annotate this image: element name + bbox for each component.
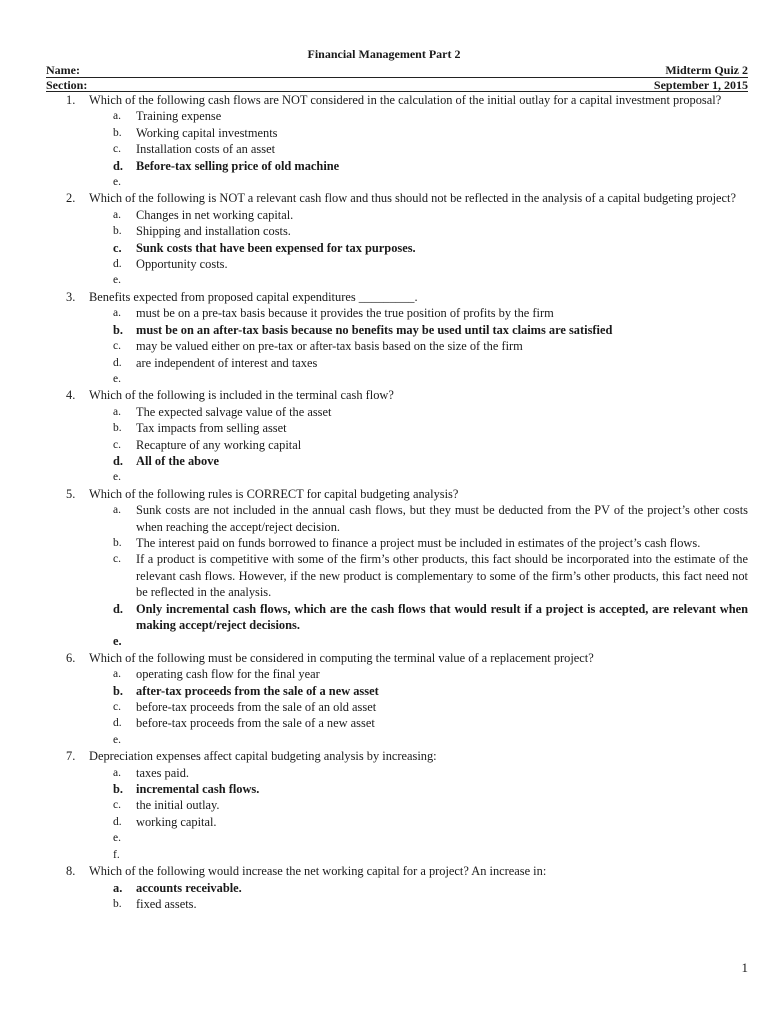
question-number: 3. xyxy=(66,289,76,304)
option-text: The interest paid on funds borrowed to finance a project must be included in estimates of the project’s cash flows. xyxy=(136,535,701,550)
page-number: 1 xyxy=(741,960,748,975)
answer-option xyxy=(0,551,768,600)
option-text: before-tax proceeds from the sale of a new asset xyxy=(136,716,375,731)
answer-option xyxy=(0,223,768,239)
option-letter: e. xyxy=(113,471,121,484)
answer-option xyxy=(0,355,768,371)
option-text: must be on an after-tax basis because no benefits may be used until tax claims are satisfied xyxy=(136,322,613,337)
answer-option xyxy=(0,830,768,846)
option-text: Before-tax selling price of old machine xyxy=(136,158,340,173)
question-text: Which of the following must be considered in computing the terminal value of a replacement project? xyxy=(89,650,594,665)
option-letter: b. xyxy=(113,683,123,698)
answer-option xyxy=(0,732,768,748)
answer-option-selected xyxy=(0,453,768,469)
option-text: Sunk costs are not included in the annual cash flows, but they must be deducted from the PV of the project’s other costs when reaching the accept/reject decision. xyxy=(136,503,748,534)
option-letter: c. xyxy=(113,340,121,353)
question-item xyxy=(0,190,768,288)
question-number: 5. xyxy=(66,486,76,501)
question-row xyxy=(0,748,768,764)
question-row xyxy=(0,387,768,403)
option-text: are independent of interest and taxes xyxy=(136,355,318,370)
question-item xyxy=(0,486,768,650)
answer-option xyxy=(0,371,768,387)
option-text: must be on a pre-tax basis because it provides the true position of profits by the firm xyxy=(136,306,554,321)
question-text: Benefits expected from proposed capital expenditures _________. xyxy=(89,289,418,304)
question-text: Depreciation expenses affect capital budgeting analysis by increasing: xyxy=(89,749,437,764)
question-text: Which of the following is NOT a relevant cash flow and thus should not be reflected in the analysis of a capital budgeting project? xyxy=(89,191,736,206)
question-row xyxy=(0,190,768,206)
answer-option xyxy=(0,125,768,141)
question-number: 2. xyxy=(66,191,76,206)
option-text: fixed assets. xyxy=(136,896,197,911)
option-letter: a. xyxy=(113,504,121,517)
option-text: Only incremental cash flows, which are the cash flows that would result if a project is accepted, are relevant when making accept/reject decisions. xyxy=(136,601,748,632)
option-letter: c. xyxy=(113,553,121,566)
option-letter: e. xyxy=(113,733,121,746)
option-letter: d. xyxy=(113,356,122,369)
answer-option xyxy=(0,141,768,157)
option-letter: e. xyxy=(113,832,121,845)
option-text: Changes in net working capital. xyxy=(136,207,294,222)
answer-option xyxy=(0,272,768,288)
option-letter: b. xyxy=(113,322,123,337)
answer-option xyxy=(0,666,768,682)
option-letter: c. xyxy=(113,799,121,812)
question-item xyxy=(0,387,768,485)
question-row xyxy=(0,863,768,879)
answer-option xyxy=(0,256,768,272)
option-text: The expected salvage value of the asset xyxy=(136,404,332,419)
option-letter: c. xyxy=(113,701,121,714)
quiz-label: Midterm Quiz 2 xyxy=(665,63,748,77)
option-letter: c. xyxy=(113,438,121,451)
option-text: incremental cash flows. xyxy=(136,782,260,797)
option-letter: b. xyxy=(113,536,122,549)
option-letter: a. xyxy=(113,880,123,895)
option-letter: a. xyxy=(113,766,121,779)
answer-option xyxy=(0,420,768,436)
answer-option xyxy=(0,715,768,731)
option-text: working capital. xyxy=(136,814,217,829)
option-text: may be valued either on pre-tax or after-tax basis based on the size of the firm xyxy=(136,339,523,354)
option-text: operating cash flow for the final year xyxy=(136,667,320,682)
answer-option xyxy=(0,305,768,321)
question-number: 8. xyxy=(66,864,76,879)
answer-option-selected xyxy=(0,633,768,649)
question-text: Which of the following would increase the net working capital for a project? An increase in: xyxy=(89,864,547,879)
question-number: 1. xyxy=(66,93,76,107)
question-item xyxy=(0,863,768,912)
question-row xyxy=(0,289,768,305)
option-text: after-tax proceeds from the sale of a new asset xyxy=(136,683,379,698)
answer-option-selected xyxy=(0,781,768,797)
option-letter: e. xyxy=(113,634,122,649)
answer-option xyxy=(0,765,768,781)
option-text: Opportunity costs. xyxy=(136,257,228,272)
header-row-name xyxy=(46,62,748,77)
question-row xyxy=(0,92,768,108)
option-letter: d. xyxy=(113,601,123,616)
option-letter: d. xyxy=(113,158,123,173)
answer-option xyxy=(0,338,768,354)
option-text: before-tax proceeds from the sale of an old asset xyxy=(136,700,377,715)
answer-option-selected xyxy=(0,240,768,256)
option-letter: b. xyxy=(113,422,122,435)
question-text: Which of the following cash flows are NOT considered in the calculation of the initial outlay for a capital investment proposal? xyxy=(89,93,722,107)
header-row-section xyxy=(46,77,748,92)
question-item xyxy=(0,92,768,190)
option-text: Tax impacts from selling asset xyxy=(136,421,287,436)
option-letter: a. xyxy=(113,668,121,681)
option-letter: d. xyxy=(113,717,122,730)
answer-option-selected xyxy=(0,683,768,699)
question-row xyxy=(0,486,768,502)
question-text: Which of the following rules is CORRECT for capital budgeting analysis? xyxy=(89,486,459,501)
answer-option-selected xyxy=(0,601,768,634)
option-letter: a. xyxy=(113,405,121,418)
question-list xyxy=(0,92,768,912)
option-text: If a product is competitive with some of the firm’s other products, this fact should be incorporated into the estimate of the relevant cash flows. However, if the new product is complementary to some of the firm’s other products, this fact need not be reflected in the analysis. xyxy=(136,552,748,600)
answer-option xyxy=(0,847,768,863)
question-number: 6. xyxy=(66,650,76,665)
option-text: Installation costs of an asset xyxy=(136,142,276,157)
option-text: All of the above xyxy=(136,453,219,468)
question-number: 7. xyxy=(66,749,76,764)
question-number: 4. xyxy=(66,388,76,403)
option-letter: b. xyxy=(113,225,122,238)
answer-option-selected xyxy=(0,322,768,338)
answer-option xyxy=(0,108,768,124)
option-letter: e. xyxy=(113,372,121,385)
question-item xyxy=(0,650,768,748)
option-letter: b. xyxy=(113,126,122,139)
quiz-date: September 1, 2015 xyxy=(653,78,748,92)
option-text: taxes paid. xyxy=(136,765,189,780)
option-letter: c. xyxy=(113,240,122,255)
answer-option xyxy=(0,535,768,551)
option-letter: e. xyxy=(113,274,121,287)
option-letter: d. xyxy=(113,815,122,828)
answer-option xyxy=(0,814,768,830)
option-letter: d. xyxy=(113,453,123,468)
question-row xyxy=(0,650,768,666)
option-letter: b. xyxy=(113,782,123,797)
option-text: Working capital investments xyxy=(136,125,278,140)
answer-option-selected xyxy=(0,880,768,896)
question-text: Which of the following is included in the terminal cash flow? xyxy=(89,388,394,403)
answer-option xyxy=(0,502,768,535)
option-letter: a. xyxy=(113,208,121,221)
option-letter: e. xyxy=(113,176,121,189)
answer-option xyxy=(0,207,768,223)
option-letter: a. xyxy=(113,307,121,320)
name-label: Name: xyxy=(46,63,80,77)
option-letter: a. xyxy=(113,110,121,123)
option-text: the initial outlay. xyxy=(136,798,220,813)
question-item xyxy=(0,289,768,387)
answer-option xyxy=(0,469,768,485)
option-letter: c. xyxy=(113,143,121,156)
option-text: Sunk costs that have been expensed for tax purposes. xyxy=(136,240,416,255)
document-title: Financial Management Part 2 xyxy=(307,47,461,61)
answer-option xyxy=(0,174,768,190)
answer-option xyxy=(0,699,768,715)
option-text: Shipping and installation costs. xyxy=(136,224,291,239)
answer-option-selected xyxy=(0,158,768,174)
section-label: Section: xyxy=(46,78,88,92)
option-letter: d. xyxy=(113,258,122,271)
answer-option xyxy=(0,797,768,813)
option-text: Training expense xyxy=(136,109,222,124)
option-letter: b. xyxy=(113,897,122,910)
option-letter: f. xyxy=(113,848,120,861)
answer-option xyxy=(0,896,768,912)
answer-option xyxy=(0,404,768,420)
option-text: accounts receivable. xyxy=(136,880,242,895)
answer-option xyxy=(0,437,768,453)
question-item xyxy=(0,748,768,863)
option-text: Recapture of any working capital xyxy=(136,437,302,452)
